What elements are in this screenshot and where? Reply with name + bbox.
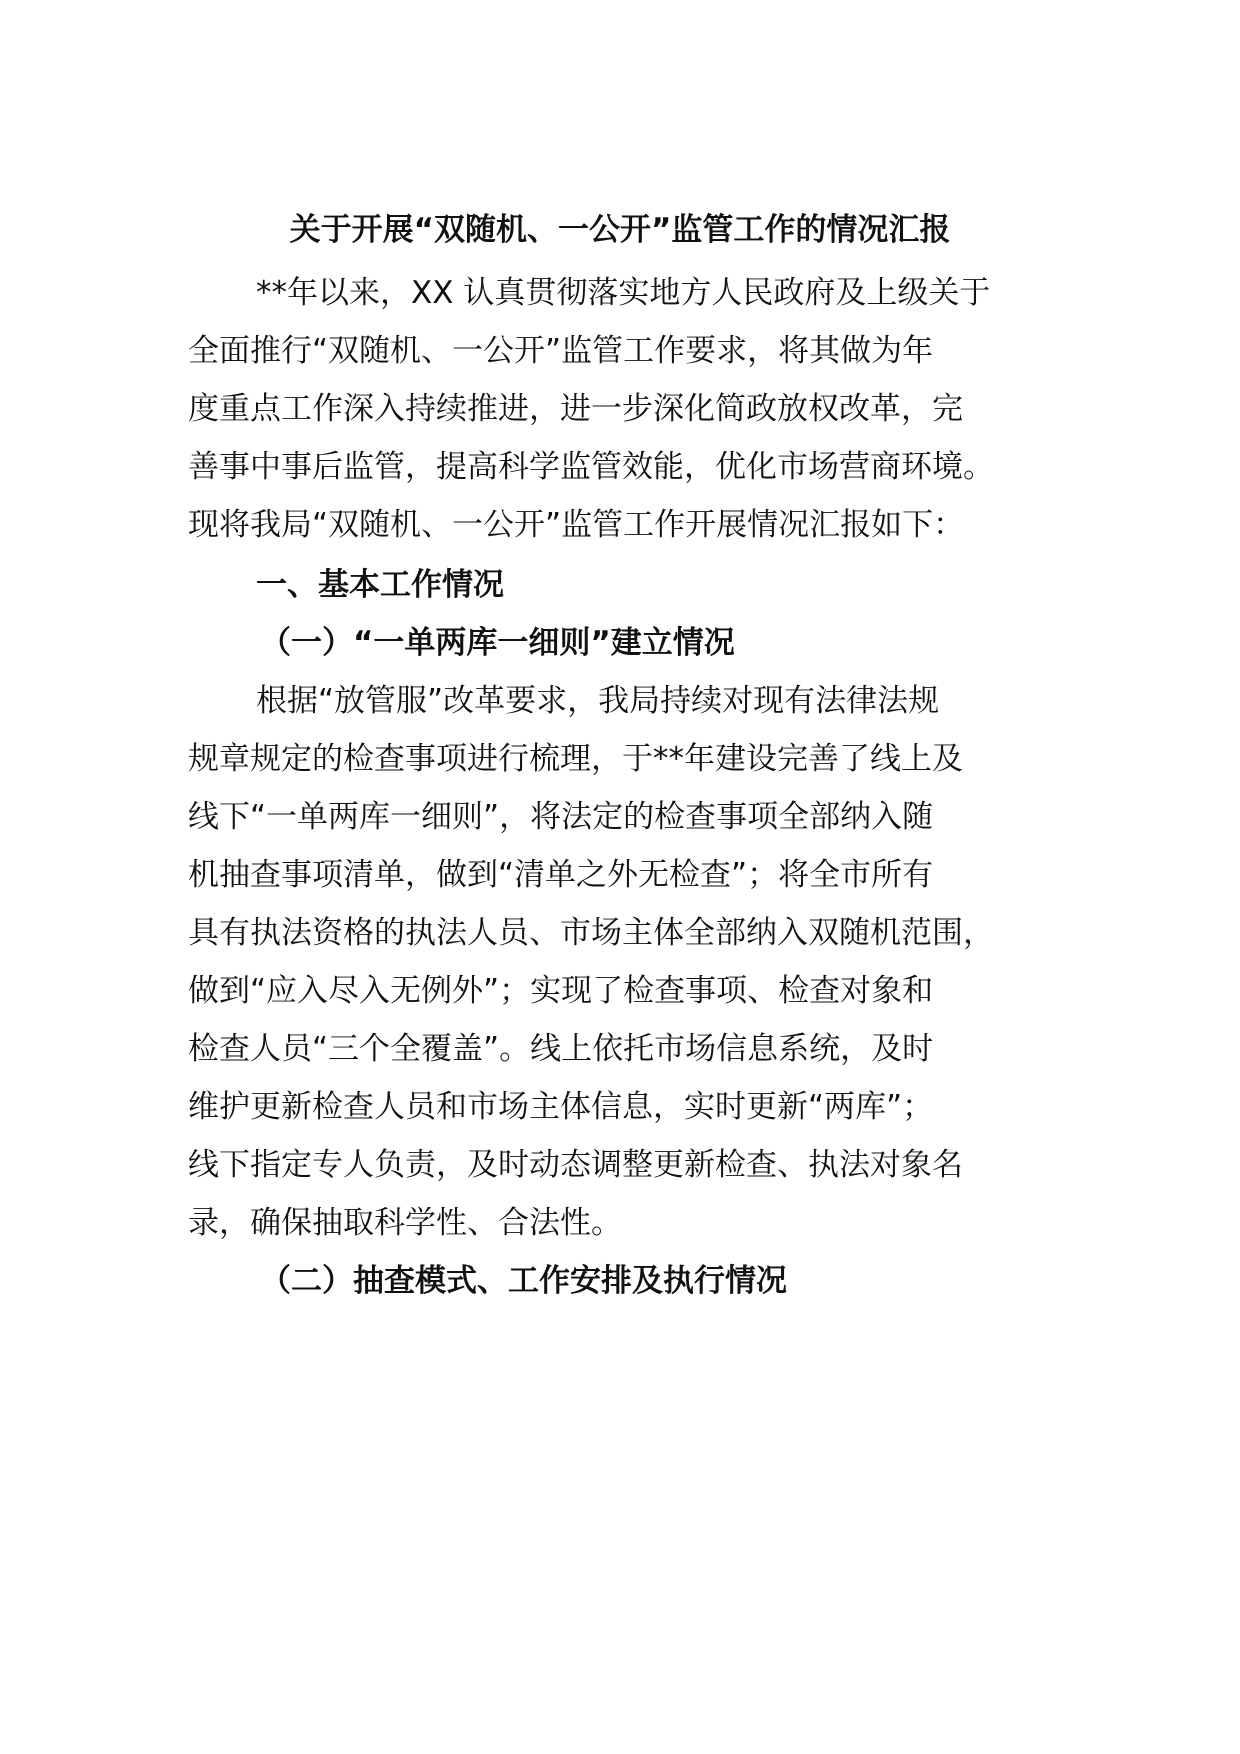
- body-line-10: 录，确保抽取科学性、合法性。: [188, 1205, 622, 1241]
- body-line-6: 做到“应入尽入无例外”；实现了检查事项、检查对象和: [188, 973, 934, 1009]
- subsection-heading-1: （一）“一单两库一细则”建立情况: [260, 625, 735, 661]
- body-line-4: 机抽查事项清单，做到“清单之外无检查”；将全市所有: [188, 857, 934, 893]
- intro-line-3: 度重点工作深入持续推进，进一步深化简政放权改革，完: [188, 391, 963, 427]
- intro-line-4: 善事中事后监管，提高科学监管效能，优化市场营商环境。: [188, 449, 994, 485]
- intro-line-2: 全面推行“双随机、一公开”监管工作要求，将其做为年: [188, 333, 934, 369]
- body-line-9: 线下指定专人负责，及时动态调整更新检查、执法对象名: [188, 1147, 963, 1183]
- section-heading-1: 一、基本工作情况: [256, 567, 504, 603]
- intro-line-1: **年以来，XX 认真贯彻落实地方人民政府及上级关于: [256, 275, 991, 311]
- body-line-2: 规章规定的检查事项进行梳理，于**年建设完善了线上及: [188, 741, 963, 777]
- body-line-8: 维护更新检查人员和市场主体信息，实时更新“两库”；: [188, 1089, 934, 1125]
- intro-line-5: 现将我局“双随机、一公开”监管工作开展情况汇报如下：: [188, 507, 965, 543]
- body-line-5: 具有执法资格的执法人员、市场主体全部纳入双随机范围，: [188, 915, 994, 951]
- document-title: 关于开展“双随机、一公开”监管工作的情况汇报: [289, 212, 951, 248]
- body-line-7: 检查人员“三个全覆盖”。线上依托市场信息系统，及时: [188, 1031, 934, 1067]
- body-line-1: 根据“放管服”改革要求，我局持续对现有法律法规: [256, 683, 940, 719]
- body-line-3: 线下“一单两库一细则”，将法定的检查事项全部纳入随: [188, 799, 934, 835]
- subsection-heading-2: （二）抽查模式、工作安排及执行情况: [260, 1263, 787, 1299]
